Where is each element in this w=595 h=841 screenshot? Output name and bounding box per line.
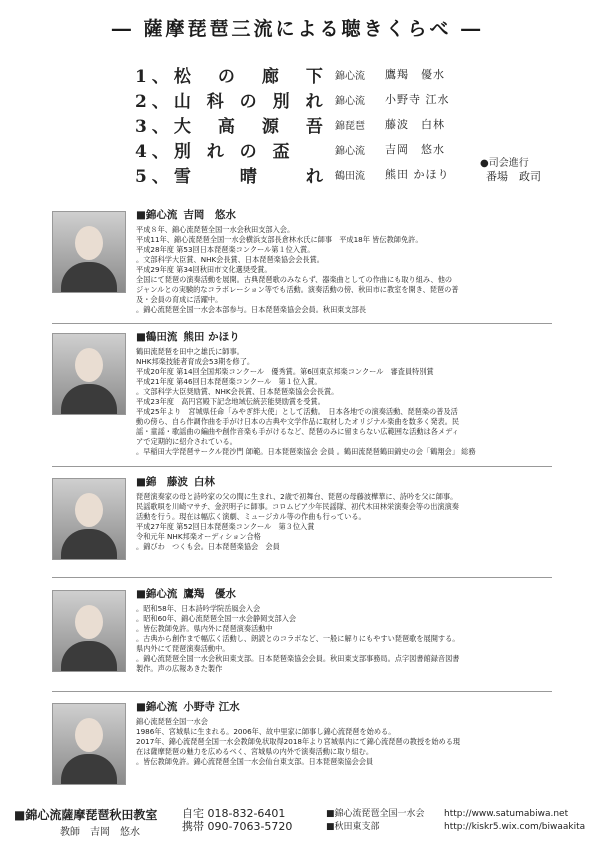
program-performer: 小野寺 江水 <box>385 93 450 106</box>
profile-line: 。錦心流琵琶全国一水会本部参与。日本琵琶楽協会会員。秋田東支部長 <box>136 305 367 314</box>
performer-photo <box>52 333 126 415</box>
profile-line: 県内外にて琵琶演奏活動中。 <box>136 644 230 653</box>
profile-school: ■鶴田流 <box>136 331 178 343</box>
program-performer: 藤波 白林 <box>385 118 445 131</box>
profile-school: ■錦心流 <box>136 588 178 600</box>
footer-org: ■錦心流薩摩琵琶秋田教室 <box>14 808 158 822</box>
profile-line: 民謡歌唄を川崎マサチ、金沢明子に師事。コロムビア少年民謡隊、初代木田林栄演奏会等の出演演奏 <box>136 502 459 511</box>
profile-school: ■錦心流 <box>136 701 178 713</box>
profile-name: 鷹羯 優水 <box>183 588 236 600</box>
profile-line: 平成11年、錦心流琵琶全国一水会横浜支部長倉林水氏に師事 平成18年 皆伝教師免許。 <box>136 235 423 244</box>
profile-line: 。文部科学大臣賞、NHK会長賞、日本琵琶楽協会会長賞。 <box>136 255 324 264</box>
performer-photo <box>52 703 126 785</box>
profile-line: 平成20年度 第14回全国邦楽コンクール 優秀賞。第6回東京邦楽コンクール 審査員特別賞 <box>136 367 434 376</box>
profile-school: ■錦心流 <box>136 209 178 221</box>
profile-line: 謡・童謡・歌謡曲の編曲や創作音楽も手がけるなど、琵琶のみに留まらない広範囲な活動は各メディ <box>136 427 459 436</box>
profile-card <box>52 329 552 461</box>
page-title: ― 薩摩琵琶三流による聴きくらべ ― <box>111 18 484 40</box>
profile-card <box>52 474 552 574</box>
program-item <box>135 112 555 137</box>
profile-line: 琵琶演奏家の母と詩吟家の父の間に生まれ、2歳で初舞台、琵琶の母藤波樺華に、詩吟を父に師事。 <box>136 492 458 501</box>
profile-school: ■錦 藤波 <box>136 476 188 488</box>
footer-teacher: 教師 吉岡 悠水 <box>60 827 140 838</box>
profile-line: アで定期的に紹介されている。 <box>136 437 237 446</box>
profile-line: 2017年、錦心流琵琶全国一水会教師免状取得2018年より宮城県内にて錦心流琵琶の教授を始める現 <box>136 737 461 746</box>
website-link[interactable]: http://kiskr5.wix.com/biwaakita <box>444 822 586 832</box>
program-school: 錦心流 <box>335 96 365 107</box>
profile-line: 1986年、宮城県に生まれる。2006年、故中里家に師事し錦心流琵琶を始める。 <box>136 727 396 736</box>
link-label: ■秋田東支部 <box>326 822 380 832</box>
program-title: 4、別 れ の 盃 <box>135 142 295 162</box>
profile-line: 及・会員の育成に活躍中。 <box>136 295 223 304</box>
program-item <box>135 62 555 87</box>
profile-line: 平成28年度 第53回日本琵琶楽コンクール第１位入賞。 <box>136 245 315 254</box>
profile-line: 製作。声の広報あきた製作 <box>136 664 223 673</box>
divider <box>52 691 552 692</box>
profile-line: 。錦心流琵琶全国一水会秋田東支部。日本琵琶楽協会会員。秋田東支部事務局。点字図書館録音図書 <box>136 654 460 663</box>
divider <box>52 466 552 467</box>
performer-photo <box>52 211 126 293</box>
program-performer: 熊田 かほり <box>385 168 450 181</box>
program-title: 5、雪 晴 れ <box>135 167 328 187</box>
profile-line: 平成25年より 宮城県任命「みやぎ絆大使」として活動。 日本各地での演奏活動、琵琶楽の普及活 <box>136 407 458 416</box>
profile-line: NHK邦楽技能者育成会53期を修了。 <box>136 357 255 366</box>
profile-line: 平成21年度 第46回日本琵琶楽コンクール 第１位入賞。 <box>136 377 322 386</box>
profile-line: 平成８年、錦心流琵琶全国一水会秋田支部入会。 <box>136 225 295 234</box>
profile-name: 熊田 かほり <box>183 331 240 343</box>
program-school: 錦心流 <box>335 146 365 157</box>
program-school: 錦心流 <box>335 71 365 82</box>
profile-line: 鶴田流琵琶を田中之雄氏に師事。 <box>136 347 244 356</box>
profile-line: 。文部科学大臣奨励賞、NHK会長賞、日本琵琶楽協会会長賞。 <box>136 387 339 396</box>
profile-line: 。皆伝教師免許。県内外に琵琶演奏活動中 <box>136 624 273 633</box>
profile-line: 平成27年度 第52回日本琵琶楽コンクール 第３位入賞 <box>136 522 315 531</box>
program-performer: 鷹羯 優水 <box>385 68 445 81</box>
performer-photo <box>52 478 126 560</box>
profile-line: 在は薩摩琵琶の魅力を広めるべく、宮城県の内外で演奏活動に取り組む。 <box>136 747 374 756</box>
program-title: 1、松 の 廊 下 <box>135 67 328 87</box>
profile-name: 白林 <box>193 476 215 488</box>
profile-name: 吉岡 悠水 <box>183 209 236 221</box>
website-link[interactable]: http://www.satumabiwa.net <box>444 809 569 819</box>
home-phone: 自宅 018-832-6401 <box>182 807 286 820</box>
profile-line: 動の傍ら、自ら作調作曲を手がけ日本の古典や文学作品に取材したオリジナル楽曲を数多く発表。民 <box>136 417 460 426</box>
profile-line: 。昭和60年、錦心流琵琶全国一水会静岡支部入会 <box>136 614 297 623</box>
program-item <box>135 87 555 112</box>
profile-card <box>52 207 552 319</box>
program-school: 鶴田流 <box>335 171 365 182</box>
link-label: ■錦心流琵琶全国一水会 <box>326 809 425 819</box>
profile-line: 平成29年度 第34回秋田市文化選奨受賞。 <box>136 265 272 274</box>
profile-card <box>52 699 552 791</box>
profile-line: 令和元年 NHK邦楽オーディション合格 <box>136 532 261 541</box>
divider <box>52 577 552 578</box>
program-school: 錦琵琶 <box>335 121 365 132</box>
moderator-label: ●司会進行 <box>480 158 529 169</box>
profile-line: 活動を行う。現在は幅広く演劇、ミュージカル等の作曲も行っている。 <box>136 512 366 521</box>
profile-card <box>52 586 552 686</box>
performer-photo <box>52 590 126 672</box>
profile-line: 平成23年度 高円宮殿下記念地域伝統芸能奨励賞を受賞。 <box>136 397 325 406</box>
profile-name: 小野寺 江水 <box>183 701 240 713</box>
profile-line: 。昭和58年、日本詩吟学院岳風会入会 <box>136 604 261 613</box>
profile-line: ジャンルとの実験的なコラボレーション等でも活動。演奏活動の傍、秋田市に教室を開き、琵琶の普 <box>136 285 459 294</box>
mobile-phone: 携帯 090-7063-5720 <box>182 820 293 833</box>
profile-line: 。錦びわ つくも会。日本琵琶楽協会 会員 <box>136 542 280 551</box>
divider <box>52 323 552 324</box>
profile-line: 錦心流琵琶全国一水会 <box>136 717 208 726</box>
profile-line: 全国にて琵琶の演奏活動を展開。古典琵琶歌のみならず、器楽曲としての作曲にも取り組み、他の <box>136 275 453 284</box>
moderator <box>480 157 541 183</box>
program-title: 3、大 高 源 吾 <box>135 117 328 137</box>
profile-line: 。早稲田大学琵琶サークル琵沙門 師範。日本琵琶楽協会 会員 。鶴田流琵琶鶴田錦史の会「鶴翔会」 総務 <box>136 447 476 456</box>
profile-line: 。皆伝教師免許。錦心流琵琶全国一水会仙台東支部。日本琵琶楽協会会員 <box>136 757 374 766</box>
moderator-name: 番場 政司 <box>486 170 541 183</box>
profile-line: 。古典から創作まで幅広く活動し、朗読とのコラボなど、一般に解りにもやすい琵琶歌を展開する。 <box>136 634 460 643</box>
program-performer: 吉岡 悠水 <box>385 143 445 156</box>
program-title: 2、山 科 の 別 れ <box>135 92 328 112</box>
